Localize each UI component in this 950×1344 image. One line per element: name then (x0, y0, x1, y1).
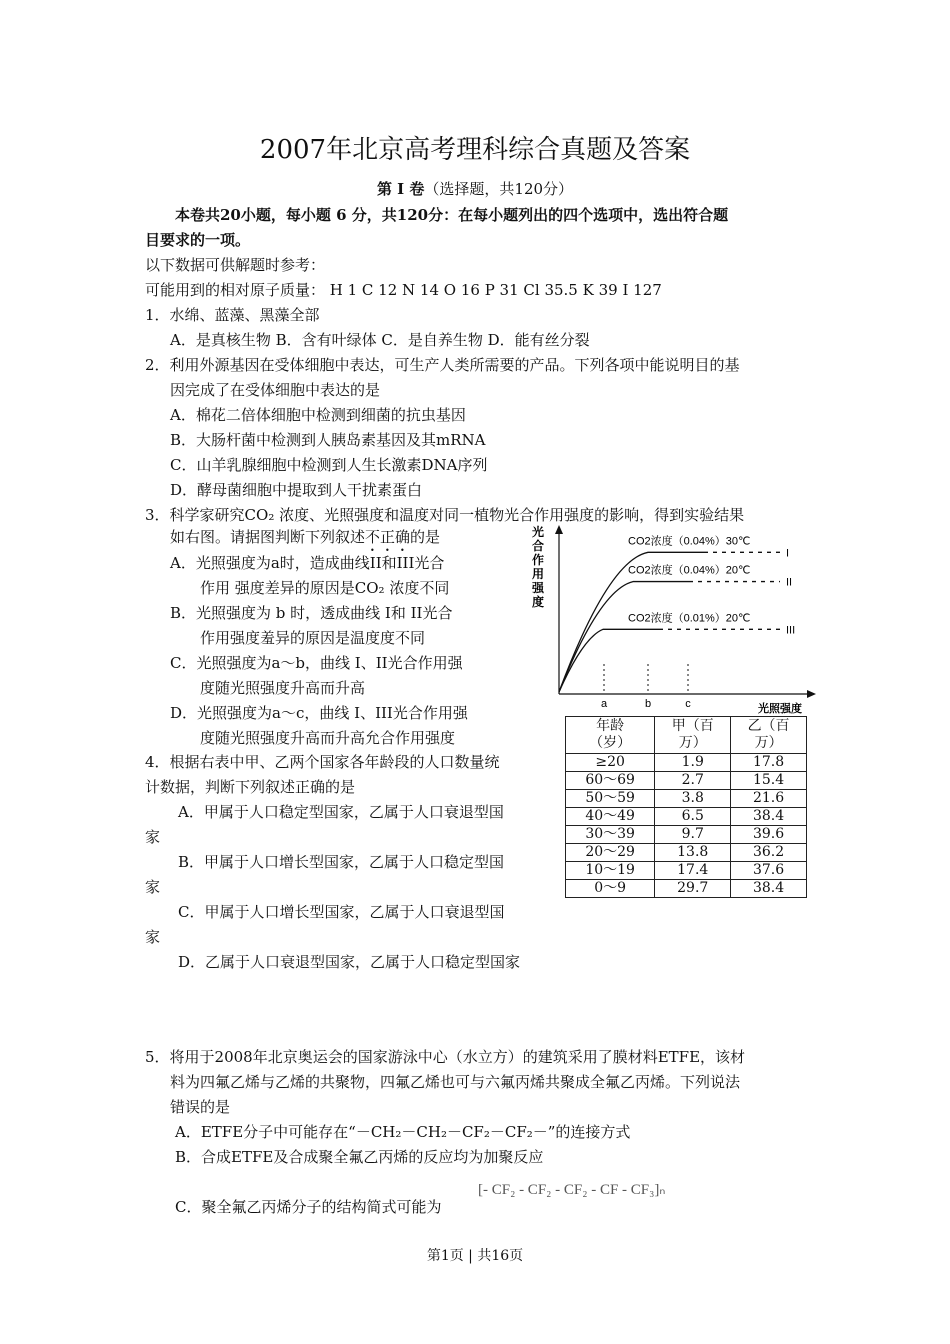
atomic-masses: 可能用到的相对原子质量： H 1 C 12 N 14 O 16 P 31 Cl 35.5 K 39 I 127 (145, 281, 662, 299)
q3-option-d-2: 度随光照强度升高而升高允合作用强度 (200, 729, 456, 747)
country-b-cell: 38.4 (731, 808, 807, 826)
age-cell: 10～19 (566, 862, 655, 880)
y-axis-label-char: 作 (531, 553, 545, 567)
q4-option-b-2: 家 (145, 878, 161, 896)
country-a-cell: 2.7 (655, 772, 731, 790)
table-row (566, 826, 807, 844)
x-axis-arrow (807, 690, 816, 698)
age-cell: 0～9 (566, 880, 655, 898)
q1-options: A．是真核生物 B．含有叶绿体 C．是自养生物 D．能有丝分裂 (170, 331, 590, 349)
q4-stem-1: 4．根据右表中甲、乙两个国家各年龄段的人口数量统 (145, 753, 500, 771)
q5-stem-3: 错误的是 (170, 1098, 231, 1116)
q4-option-a-1: A．甲属于人口稳定型国家，乙属于人口衰退型国 (178, 803, 504, 821)
population-table (565, 716, 807, 898)
q3-emphasis: 不正确 (365, 528, 411, 546)
series-curve (559, 629, 780, 692)
country-a-cell: 1.9 (655, 754, 731, 772)
table-row (566, 772, 807, 790)
q4-option-c-1: C．甲属于人口增长型国家，乙属于人口衰退型国 (178, 903, 505, 921)
country-b-cell: 21.6 (731, 790, 807, 808)
series-id: II (786, 576, 793, 589)
series-label: CO2浓度（0.04%）30℃ (628, 535, 751, 548)
country-a-cell: 17.4 (655, 862, 731, 880)
table-row (566, 790, 807, 808)
table-header-row (566, 717, 807, 754)
q3-option-c-2: 度随光照强度升高而升高 (200, 679, 366, 697)
table-row (566, 880, 807, 898)
q4-option-a-2: 家 (145, 828, 161, 846)
y-axis-label-char: 合 (531, 539, 545, 553)
y-axis-label-char: 度 (531, 595, 545, 609)
y-axis-label-char: 强 (531, 581, 545, 595)
instructions-line-2: 目要求的一项。 (145, 231, 251, 249)
q3-option-b-2: 作用强度羞异的原因是温度度不同 (200, 629, 426, 647)
country-b-cell: 38.4 (731, 880, 807, 898)
header-age: 年龄 （岁） (566, 717, 655, 754)
q2-stem-2: 因完成了在受体细胞中表达的是 (170, 381, 381, 399)
q2-option-b: B．大肠杆菌中检测到人胰岛素基因及其mRNA (170, 431, 486, 449)
age-cell: ≥20 (566, 754, 655, 772)
country-b-cell: 39.6 (731, 826, 807, 844)
country-b-cell: 37.6 (731, 862, 807, 880)
series-label: CO2浓度（0.04%）20℃ (628, 564, 751, 577)
q3-option-b-1: B．光照强度为 b 时，透成曲线 I和 II光合 (170, 604, 453, 622)
photosynthesis-chart (528, 522, 818, 718)
reference-intro: 以下数据可供解题时参考： (145, 256, 326, 274)
series-id: III (786, 624, 796, 637)
q5-stem-1: 5．将用于2008年北京奥运会的国家游泳中心（水立方）的建筑采用了膜材料ETFE，该材 (145, 1048, 746, 1066)
q3-option-d-1: D．光照强度为a～c，曲线 I、III光合作用强 (170, 704, 468, 722)
q5-option-b: B．合成ETFE及合成聚全氟乙丙烯的反应均为加聚反应 (175, 1148, 544, 1166)
q3-stem-2 (170, 527, 440, 555)
x-tick-label: a (600, 698, 608, 710)
x-axis-label: 光照强度 (758, 703, 802, 715)
series-label: CO2浓度（0.01%）20℃ (628, 612, 751, 625)
table-row (566, 754, 807, 772)
country-b-cell: 17.8 (731, 754, 807, 772)
country-a-cell: 6.5 (655, 808, 731, 826)
y-axis-label-char: 光 (531, 525, 545, 539)
country-a-cell: 29.7 (655, 880, 731, 898)
q3-option-a-1: A．光照强度为a时，造成曲线II和III光合 (170, 554, 445, 572)
country-a-cell: 13.8 (655, 844, 731, 862)
table-row (566, 862, 807, 880)
q4-stem-2: 计数据，判断下列叙述正确的是 (145, 778, 356, 796)
page-title: 2007年北京高考理科综合真题及答案 (259, 135, 691, 165)
q3-option-c-1: C．光照强度为a～b，曲线 I、II光合作用强 (170, 654, 463, 672)
q3-option-a-2: 作用 强度差异的原因是CO₂ 浓度不同 (200, 579, 450, 597)
q2-option-a: A．棉花二倍体细胞中检测到细菌的抗虫基因 (170, 406, 466, 424)
section-note: （选择题，共120分） (424, 180, 574, 198)
q1-stem: 1．水绵、蓝藻、黑藻全部 (145, 306, 320, 324)
section-label: 第 I 卷 (376, 180, 425, 198)
q3-stem-2c: 的是 (410, 528, 441, 546)
instructions-line-1: 本卷共20小题，每小题 6 分，共120分：在每小题列出的四个选项中，选出符合题 (175, 206, 729, 224)
age-cell: 40～49 (566, 808, 655, 826)
q5-option-c: C．聚全氟乙丙烯分子的结构简式可能为 (175, 1198, 442, 1216)
y-axis-label-char: 用 (531, 567, 545, 581)
age-cell: 30～39 (566, 826, 655, 844)
x-tick-label: b (644, 698, 652, 710)
q2-option-d: D．酵母菌细胞中提取到人干扰素蛋白 (170, 481, 423, 499)
q2-option-c: C．山羊乳腺细胞中检测到人生长激素DNA序列 (170, 456, 488, 474)
series-id: I (786, 547, 790, 560)
q3-stem-1: 3．科学家研究CO₂ 浓度、光照强度和温度对同一植物光合作用强度的影响，得到实验结果 (145, 506, 745, 524)
q4-option-b-1: B．甲属于人口增长型国家，乙属于人口稳定型国 (178, 853, 505, 871)
age-cell: 60～69 (566, 772, 655, 790)
q2-stem-1: 2．利用外源基因在受体细胞中表达，可生产人类所需要的产品。下列各项中能说明目的基 (145, 356, 740, 374)
y-axis-label (531, 524, 545, 609)
table-row (566, 844, 807, 862)
q4-option-c-2: 家 (145, 928, 161, 946)
age-cell: 50～59 (566, 790, 655, 808)
header-country-a: 甲（百 万） (655, 717, 731, 754)
country-a-cell: 9.7 (655, 826, 731, 844)
header-country-b: 乙（百 万） (731, 717, 807, 754)
country-b-cell: 36.2 (731, 844, 807, 862)
age-cell: 20～29 (566, 844, 655, 862)
q5-stem-2: 料为四氟乙烯与乙烯的共聚物，四氟乙烯也可与六氟丙烯共聚成全氟乙丙烯。下列说法 (170, 1073, 741, 1091)
q4-option-d: D．乙属于人口衰退型国家，乙属于人口稳定型国家 (178, 953, 521, 971)
y-axis-arrow (555, 525, 563, 534)
section-heading (0, 178, 950, 199)
country-b-cell: 15.4 (731, 772, 807, 790)
q5-option-a: A．ETFE分子中可能存在“－CH₂－CH₂－CF₂－CF₂－”的连接方式 (175, 1123, 631, 1141)
x-tick-label: c (685, 698, 691, 710)
table-row (566, 808, 807, 826)
structural-formula: [- CF₂ - CF₂ - CF₂ - CF - CF₃]ₙ (478, 1182, 666, 1198)
page-footer: 第1页 | 共16页 (426, 1248, 524, 1264)
country-a-cell: 3.8 (655, 790, 731, 808)
q3-stem-2a: 如右图。请据图判断下列叙述 (170, 528, 366, 546)
